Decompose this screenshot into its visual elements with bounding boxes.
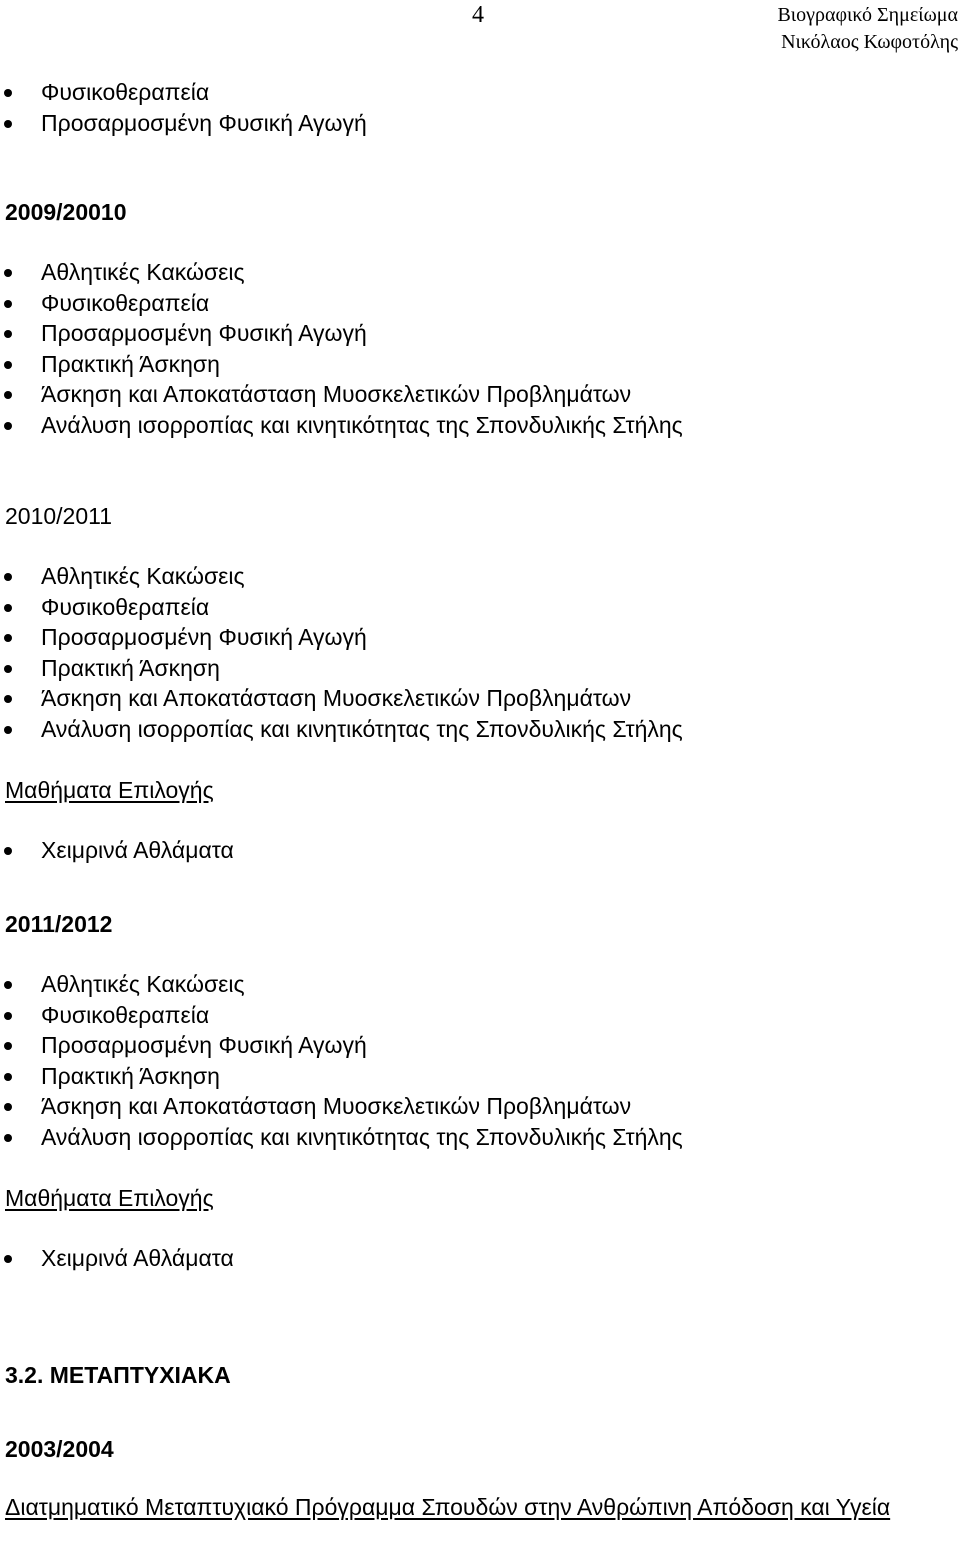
year-heading-2009: 2009/20010 (5, 199, 127, 225)
list-item: Πρακτική Άσκηση (0, 653, 960, 684)
list-item: Φυσικοθεραπεία (0, 1000, 960, 1031)
list-item: Φυσικοθεραπεία (0, 288, 960, 319)
list-item: Αθλητικές Κακώσεις (0, 561, 960, 592)
course-list-2009 (0, 257, 960, 440)
list-item: Ανάλυση ισορροπίας και κινητικότητας της Σπονδυλικής Στήλης (0, 410, 960, 441)
year-heading-2010: 2010/2011 (5, 503, 113, 529)
list-item: Προσαρμοσμένη Φυσική Αγωγή (0, 108, 960, 139)
document-title: Βιογραφικό Σημείωμα (777, 4, 958, 26)
bullet-icon (4, 1255, 12, 1263)
electives-heading-2010: Μαθήματα Επιλογής (5, 777, 214, 803)
postgrad-program-title: Διατμηματικό Μεταπτυχιακό Πρόγραμμα Σπουδών στην Ανθρώπινη Απόδοση και Υγεία (5, 1494, 891, 1520)
list-item: Πρακτική Άσκηση (0, 349, 960, 380)
bullet-icon (4, 1042, 12, 1050)
bullet-icon (4, 422, 12, 430)
bullet-icon (4, 695, 12, 703)
course-list-2011 (0, 969, 960, 1152)
bullet-icon (4, 361, 12, 369)
list-item: Χειμρινά Αθλάματα (0, 835, 960, 866)
bullet-icon (4, 120, 12, 128)
electives-heading-2011: Μαθήματα Επιλογής (5, 1185, 214, 1211)
list-item: Προσαρμοσμένη Φυσική Αγωγή (0, 318, 960, 349)
section-title-postgrad: 3.2. ΜΕΤΑΠΤΥΧΙΑΚΑ (5, 1362, 231, 1388)
bullet-icon (4, 1134, 12, 1142)
list-item: Χειμρινά Αθλάματα (0, 1243, 960, 1274)
bullet-icon (4, 269, 12, 277)
course-list-2010 (0, 561, 960, 744)
bullet-icon (4, 89, 12, 97)
electives-list-2010 (0, 835, 960, 866)
page-number: 4 (472, 2, 484, 28)
bullet-icon (4, 665, 12, 673)
bullet-icon (4, 300, 12, 308)
list-item: Άσκηση και Αποκατάσταση Μυοσκελετικών Προβλημάτων (0, 379, 960, 410)
list-item: Άσκηση και Αποκατάσταση Μυοσκελετικών Προβλημάτων (0, 1091, 960, 1122)
list-item: Ανάλυση ισορροπίας και κινητικότητας της Σπονδυλικής Στήλης (0, 714, 960, 745)
electives-list-2011 (0, 1243, 960, 1274)
bullet-icon (4, 330, 12, 338)
bullet-icon (4, 1012, 12, 1020)
bullet-icon (4, 391, 12, 399)
year-heading-2011: 2011/2012 (5, 911, 113, 937)
running-header (777, 2, 958, 56)
bullet-icon (4, 573, 12, 581)
list-item: Φυσικοθεραπεία (0, 592, 960, 623)
list-item: Πρακτική Άσκηση (0, 1061, 960, 1092)
list-item: Αθλητικές Κακώσεις (0, 969, 960, 1000)
bullet-icon (4, 726, 12, 734)
bullet-icon (4, 1073, 12, 1081)
list-item: Αθλητικές Κακώσεις (0, 257, 960, 288)
list-item: Προσαρμοσμένη Φυσική Αγωγή (0, 1030, 960, 1061)
list-item: Άσκηση και Αποκατάσταση Μυοσκελετικών Προβλημάτων (0, 683, 960, 714)
year-heading-2003: 2003/2004 (5, 1436, 114, 1462)
bullet-icon (4, 1103, 12, 1111)
list-item: Προσαρμοσμένη Φυσική Αγωγή (0, 622, 960, 653)
bullet-icon (4, 634, 12, 642)
top-course-list (0, 77, 960, 138)
list-item: Φυσικοθεραπεία (0, 77, 960, 108)
list-item: Ανάλυση ισορροπίας και κινητικότητας της Σπονδυλικής Στήλης (0, 1122, 960, 1153)
bullet-icon (4, 604, 12, 612)
bullet-icon (4, 981, 12, 989)
bullet-icon (4, 847, 12, 855)
author-name: Νικόλαος Κωφοτόλης (781, 31, 958, 53)
